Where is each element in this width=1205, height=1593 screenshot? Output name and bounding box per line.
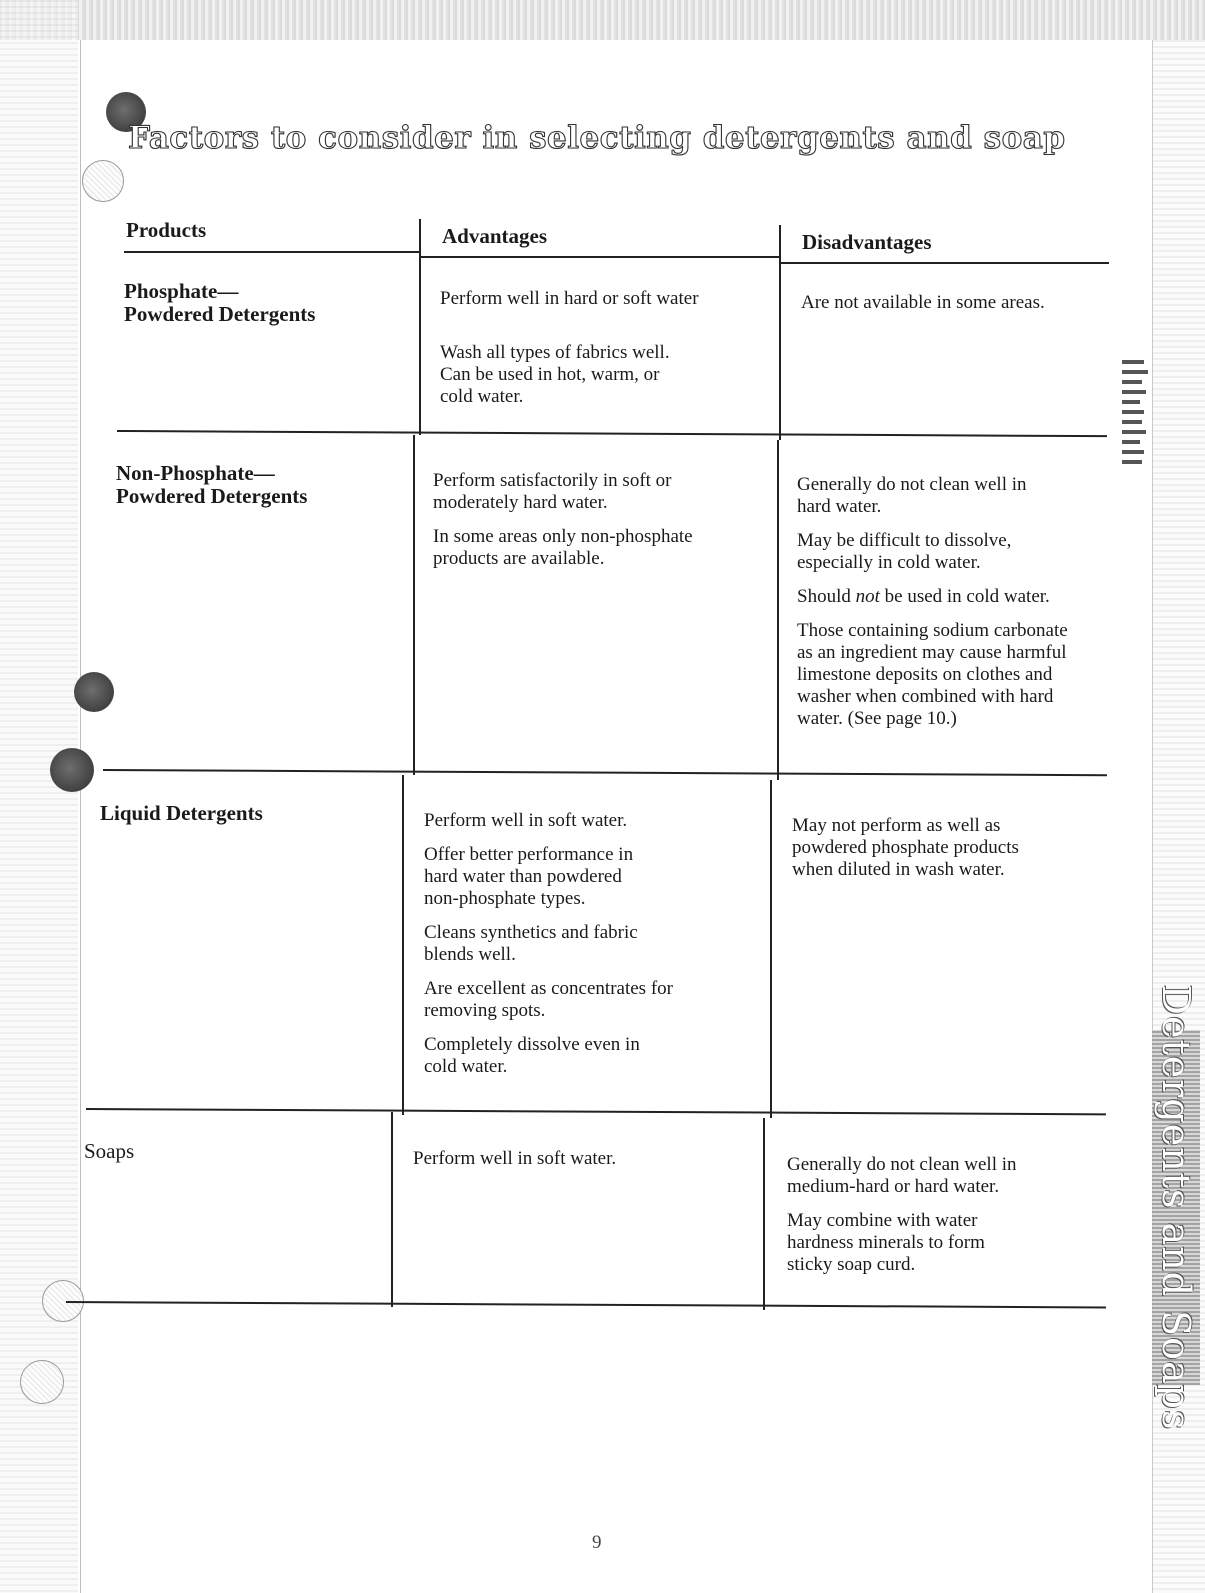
advantages-soaps <box>413 1148 713 1182</box>
disadvantage-item: Those containing sodium carbonate as an ingredient may cause harmful limestone deposits on clothes and washer when combined with hard water. (See page 10.) <box>797 620 1068 729</box>
disadvantage-item: May be difficult to dissolve, especially in cold water. <box>797 530 1012 573</box>
row-divider <box>86 1108 1106 1115</box>
column-divider <box>391 1112 393 1307</box>
margin-marks <box>1122 360 1152 470</box>
header-disadvantages: Disadvantages <box>802 230 932 254</box>
binder-hole-icon <box>82 160 124 202</box>
advantages-liquid <box>424 810 724 1090</box>
column-divider <box>777 440 779 780</box>
section-tab-label: Detergents and Soaps <box>1154 984 1198 1431</box>
disadvantage-item: May not perform as well as powdered phosphate products when diluted in wash water. <box>792 815 1019 880</box>
advantage-item: Completely dissolve even in cold water. <box>424 1034 640 1077</box>
header-rule-disadvantages <box>779 262 1109 264</box>
advantage-item: Perform well in soft water. <box>424 810 628 831</box>
disadvantage-item: May combine with water hardness minerals to form sticky soap curd. <box>787 1210 985 1275</box>
page-title: Factors to consider in selecting detergents and soap <box>128 120 1066 156</box>
advantage-item: Perform well in hard or soft water <box>440 288 699 309</box>
page-number: 9 <box>592 1532 602 1553</box>
advantage-item: In some areas only non-phosphate products are available. <box>433 526 693 569</box>
column-divider <box>763 1118 765 1310</box>
column-divider <box>413 435 415 775</box>
header-rule-advantages <box>419 256 780 258</box>
disadvantage-item: Are not available in some areas. <box>801 292 1045 313</box>
column-divider <box>779 225 781 440</box>
binder-hole-icon <box>74 672 114 712</box>
advantage-item: Cleans synthetics and fabric blends well. <box>424 922 638 965</box>
advantage-item: Are excellent as concentrates for removing spots. <box>424 978 673 1021</box>
scan-edge-top <box>0 0 1205 40</box>
column-divider <box>770 780 772 1118</box>
column-divider <box>419 219 421 435</box>
row-divider <box>103 769 1107 776</box>
advantage-item: Perform well in soft water. <box>413 1148 617 1169</box>
product-soaps: Soaps <box>84 1139 135 1163</box>
advantages-phosphate <box>440 288 740 420</box>
page-border-left <box>80 40 81 1593</box>
disadvantage-item: Generally do not clean well in medium-hard or hard water. <box>787 1154 1017 1197</box>
advantages-non-phosphate <box>433 470 733 582</box>
advantage-item: Perform satisfactorily in soft or moderately hard water. <box>433 470 672 513</box>
header-advantages: Advantages <box>442 224 548 248</box>
advantage-item: Wash all types of fabrics well. Can be used in hot, warm, or cold water. <box>440 342 670 407</box>
disadvantages-liquid <box>792 815 1092 893</box>
disadvantage-item: Should not be used in cold water. <box>797 586 1050 607</box>
row-divider <box>66 1301 1106 1308</box>
product-non-phosphate: Non-Phosphate— Powdered Detergents <box>116 461 308 508</box>
disadvantages-phosphate <box>801 292 1101 326</box>
header-products: Products <box>126 218 207 242</box>
binder-hole-icon <box>20 1360 64 1404</box>
header-rule-products <box>124 251 420 253</box>
scan-edge-left <box>0 0 78 1593</box>
advantage-item: Offer better performance in hard water than powdered non-phosphate types. <box>424 844 634 909</box>
disadvantages-soaps <box>787 1154 1087 1288</box>
column-divider <box>402 775 404 1115</box>
disadvantages-non-phosphate <box>797 474 1097 742</box>
disadvantage-item: Generally do not clean well in hard water. <box>797 474 1027 517</box>
product-phosphate: Phosphate— Powdered Detergents <box>124 279 316 326</box>
binder-hole-icon <box>50 748 94 792</box>
product-liquid: Liquid Detergents <box>100 801 263 825</box>
row-divider <box>117 430 1107 437</box>
